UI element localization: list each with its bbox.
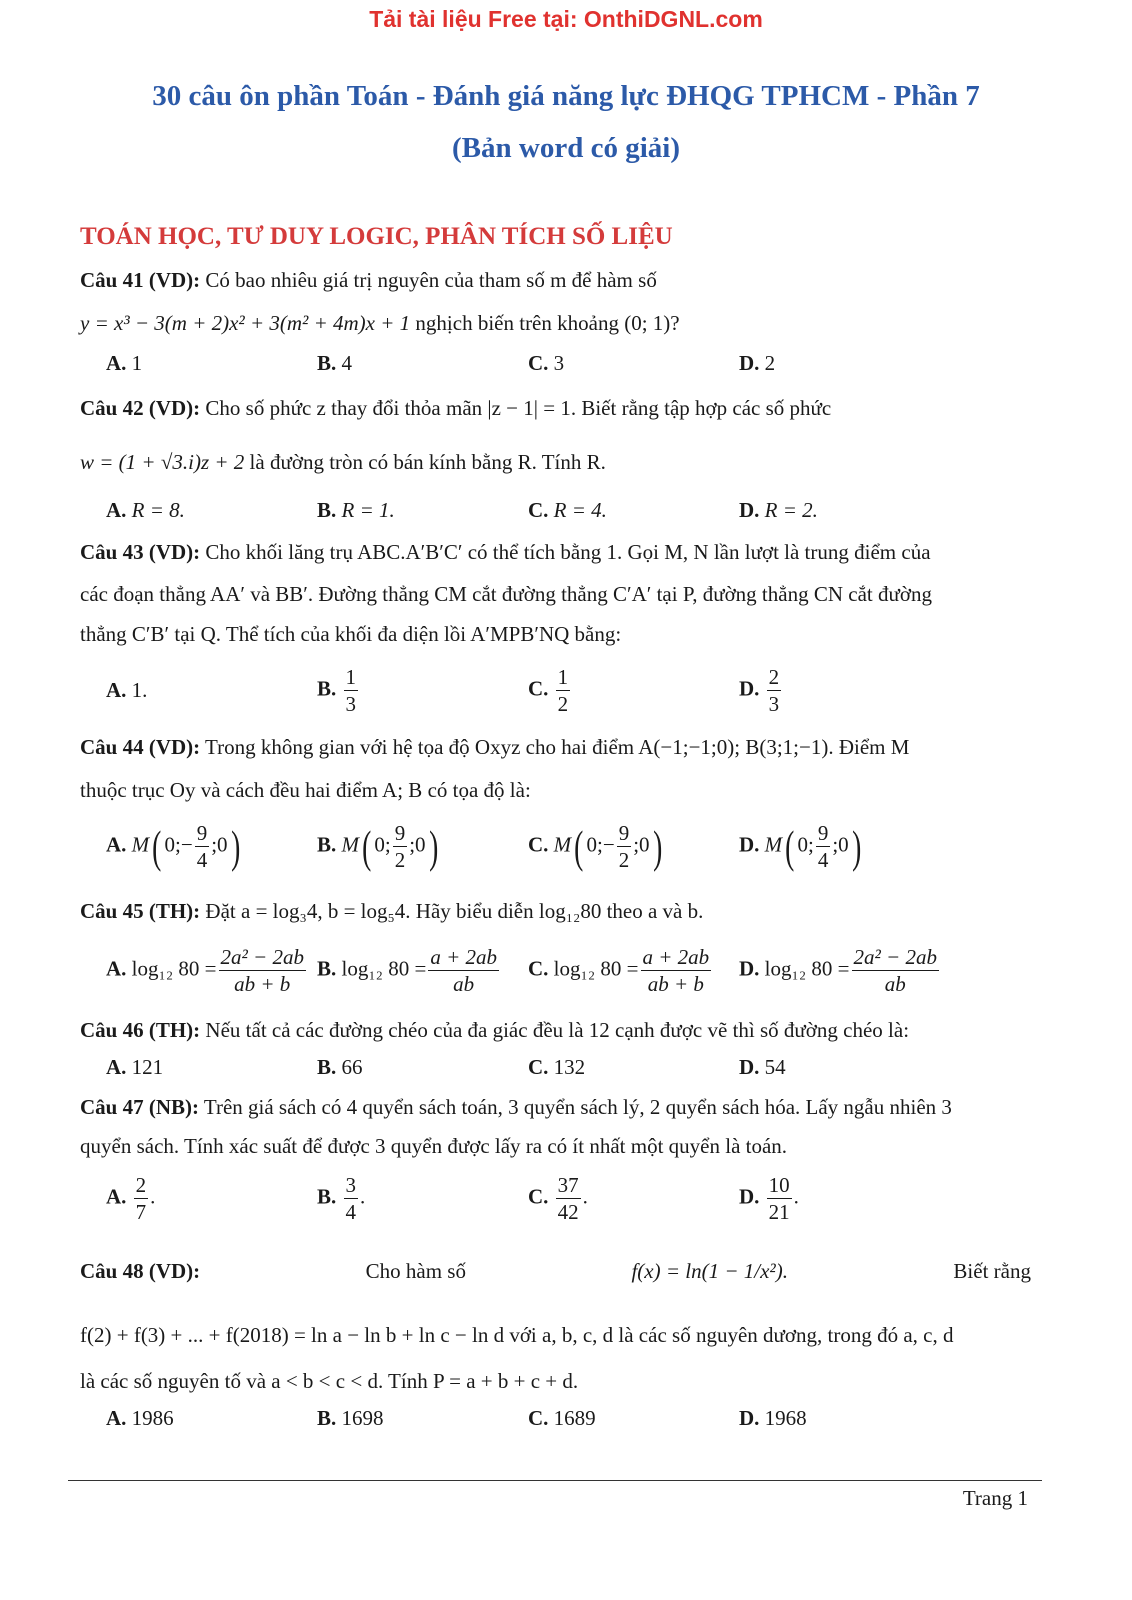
q46-label: Câu 46 (TH): <box>80 1018 201 1042</box>
q48-text: Cho hàm số <box>365 1259 466 1283</box>
q47-option-d: D. $\frac{10}{21}$ . <box>739 1173 799 1224</box>
q47-option-a: A. $\frac{2}{7}$ . <box>106 1173 156 1224</box>
q41-option-d: D. 2 <box>739 351 776 375</box>
q41-text2: nghịch biến trên khoảng (0; 1)? <box>415 311 680 335</box>
page-number: Trang 1 <box>962 1486 1028 1510</box>
q41-option-a: A. 1 <box>106 351 143 375</box>
q44-option-b: B. M( 0; $\frac{9}{2}$ ;0) <box>317 820 438 872</box>
q46-options <box>106 1055 1026 1085</box>
q47-option-c: C. $\frac{37}{42}$ . <box>528 1173 588 1224</box>
q42-options <box>106 498 1026 528</box>
q42-text2: là đường tròn có bán kính bằng R. Tính R. <box>249 450 606 474</box>
q43-fraction-b: $\frac{1}{3}$ <box>345 665 357 716</box>
q43-fraction-c: $\frac{1}{2}$ <box>557 665 569 716</box>
q45-option-b: B. log₁₂ 80 = $\frac{a + 2ab}{ab}$ <box>317 945 498 996</box>
q45-option-c: C. log₁₂ 80 = $\frac{a + 2ab}{ab + b}$ <box>528 945 710 996</box>
section-heading: TOÁN HỌC, TƯ DUY LOGIC, PHÂN TÍCH SỐ LIỆU <box>80 223 673 250</box>
q43-text1: Cho khối lăng trụ ABC.A′B′C′ có thể tích bằng 1. Gọi M, N lần lượt là trung điểm của <box>205 540 931 564</box>
q44-option-c: C. M( 0;− $\frac{9}{2}$ ;0) <box>528 820 662 872</box>
q42-formula: w = (1 + √3.i)z + 2 <box>80 450 245 474</box>
footer-divider <box>68 1480 1042 1481</box>
q42-text: Cho số phức z thay đổi thỏa mãn |z − 1| = 1. Biết rằng tập hợp các số phức <box>205 396 832 420</box>
q48-text-end: Biết rằng <box>953 1259 1031 1283</box>
q44-option-a: A. M( 0;− $\frac{9}{4}$ ;0) <box>106 820 240 872</box>
q48-options <box>106 1406 1026 1436</box>
q41-option-c: C. 3 <box>528 351 565 375</box>
q43-option-c: C. $\frac{1}{2}$ <box>528 665 569 716</box>
q46-text: Nếu tất cả các đường chéo của đa giác đều là 12 cạnh được vẽ thì số đường chéo là: <box>205 1018 910 1042</box>
q44-options <box>106 820 1026 880</box>
q42-option-a: A. R = 8. <box>106 498 185 522</box>
q47-text1: Trên giá sách có 4 quyển sách toán, 3 quyển sách lý, 2 quyển sách hóa. Lấy ngẫu nhiên 3 <box>203 1095 952 1119</box>
q48-label: Câu 48 (VD): <box>80 1259 201 1283</box>
q41-line1 <box>80 266 1031 294</box>
q41-line2 <box>80 309 1031 337</box>
q47-option-b: B. $\frac{3}{4}$ . <box>317 1173 366 1224</box>
q48-line2: f(2) + f(3) + ... + f(2018) = ln a − ln b + ln c − ln d với a, b, c, d là các số nguyên dương, trong đó a, c, d <box>80 1323 954 1347</box>
page-title: 30 câu ôn phần Toán - Đánh giá năng lực ĐHQG TPHCM - Phần 7 <box>152 80 980 112</box>
q48-option-d: D. 1968 <box>739 1406 807 1430</box>
q41-formula: y = x³ − 3(m + 2)x² + 3(m² + 4m)x + 1 <box>80 311 411 335</box>
q43-line2: các đoạn thẳng AA′ và BB′. Đường thẳng CM cắt đường thẳng C′A′ tại P, đường thẳng CN cắt đường <box>80 582 932 606</box>
q43-fraction-d: $\frac{2}{3}$ <box>768 665 780 716</box>
q41-label: Câu 41 (VD): <box>80 268 201 292</box>
q43-option-d: D. $\frac{2}{3}$ <box>739 665 780 716</box>
q44-line2: thuộc trục Oy và cách đều hai điểm A; B có tọa độ là: <box>80 778 531 802</box>
q44-label: Câu 44 (VD): <box>80 735 201 759</box>
q45-label: Câu 45 (TH): <box>80 899 201 923</box>
q48-fx: f(x) = ln(1 − 1/x²). <box>631 1259 788 1283</box>
q45-line1 <box>80 897 1031 925</box>
q43-line1 <box>80 538 1031 566</box>
q48-option-c: C. 1689 <box>528 1406 596 1430</box>
q41-options <box>106 351 1026 381</box>
q42-label: Câu 42 (VD): <box>80 396 201 420</box>
q46-option-b: B. 66 <box>317 1055 363 1079</box>
q42-line1 <box>80 394 1031 422</box>
q46-option-d: D. 54 <box>739 1055 786 1079</box>
q44-line1 <box>80 733 1031 761</box>
q42-option-d: D. R = 2. <box>739 498 818 522</box>
q45-option-a: A. log₁₂ 80 = $\frac{\text{2a² − 2ab}}{ab + b}$ <box>106 945 304 996</box>
q46-line1 <box>80 1016 1031 1044</box>
site-banner[interactable]: Tải tài liệu Free tại: OnthiDGNL.com <box>369 6 763 32</box>
q42-option-c: C. R = 4. <box>528 498 607 522</box>
q46-option-c: C. 132 <box>528 1055 586 1079</box>
q45-text: Đặt a = log₃4, b = log₅4. Hãy biểu diễn log₁₂80 theo a và b. <box>205 899 704 923</box>
q44-text1: Trong không gian với hệ tọa độ Oxyz cho hai điểm A(−1;−1;0); B(3;1;−1). Điểm M <box>205 735 910 759</box>
q47-line1 <box>80 1093 1031 1121</box>
q43-line3: thẳng C′B′ tại Q. Thể tích của khối đa diện lồi A′MPB′NQ bằng: <box>80 622 622 646</box>
q45-option-d: D. log₁₂ 80 = $\frac{\text{2a² − 2ab}}{ab}$ <box>739 945 937 996</box>
q42-line2 <box>80 448 1031 476</box>
q42-option-b: B. R = 1. <box>317 498 395 522</box>
q48-option-a: A. 1986 <box>106 1406 174 1430</box>
q43-option-a: A. 1. <box>106 678 148 702</box>
q48-line1 <box>80 1257 1031 1285</box>
q47-line2: quyển sách. Tính xác suất để được 3 quyển được lấy ra có ít nhất một quyển là toán. <box>80 1134 788 1158</box>
q48-option-b: B. 1698 <box>317 1406 384 1430</box>
q41-option-b: B. 4 <box>317 351 353 375</box>
q47-options <box>106 1172 1026 1232</box>
q48-line3: là các số nguyên tố và a < b < c < d. Tính P = a + b + c + d. <box>80 1369 579 1393</box>
q45-options <box>106 944 1026 1004</box>
page-subtitle: (Bản word có giải) <box>452 132 680 164</box>
q47-label: Câu 47 (NB): <box>80 1095 199 1119</box>
q43-label: Câu 43 (VD): <box>80 540 201 564</box>
q41-text: Có bao nhiêu giá trị nguyên của tham số m để hàm số <box>205 268 657 292</box>
q43-option-b: B. $\frac{1}{3}$ <box>317 665 357 716</box>
q44-option-d: D. M( 0; $\frac{9}{4}$ ;0) <box>739 820 861 872</box>
q43-options <box>106 664 1026 724</box>
q46-option-a: A. 121 <box>106 1055 164 1079</box>
